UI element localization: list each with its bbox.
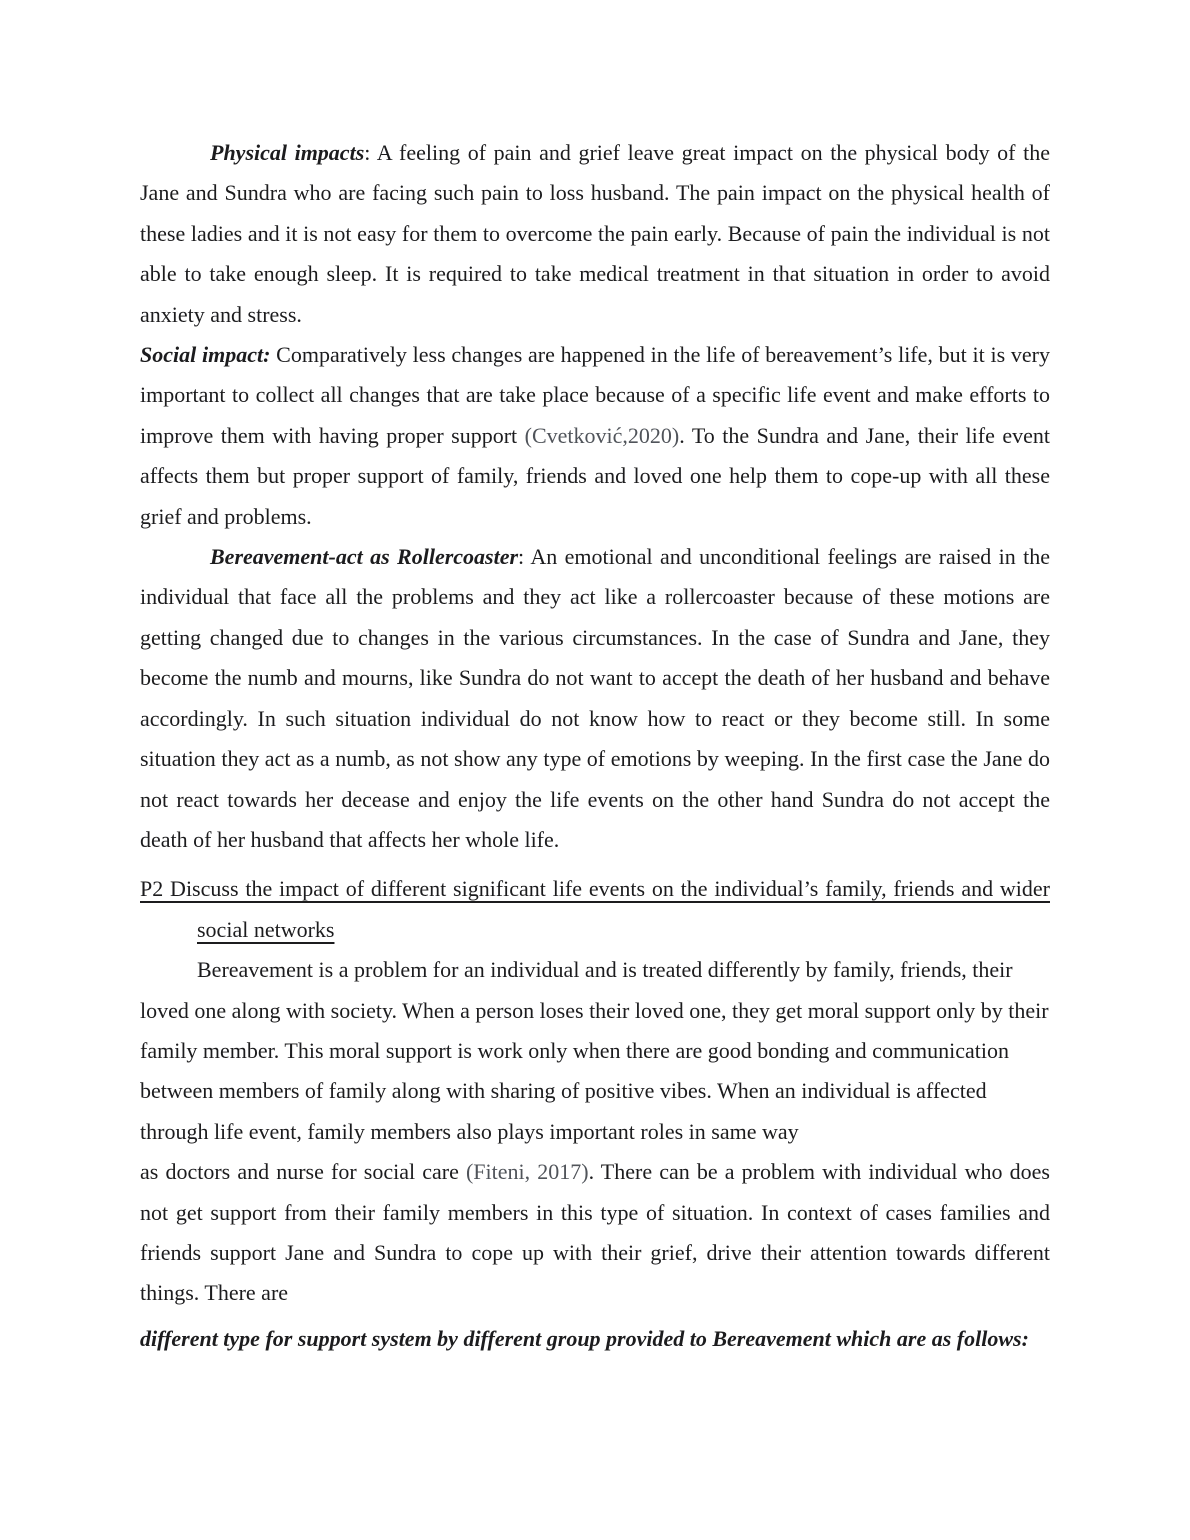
physical-impacts-lead: Physical impacts <box>210 140 365 165</box>
paragraph-bereavement-support-part2 <box>140 1152 1050 1314</box>
paragraph-physical-impacts <box>140 133 1050 335</box>
social-impact-text-post: . To the Sundra and Jane, their life event affects them but proper support of family, friends and loved one help them to cope-up with all these grief and problems. <box>140 422 1050 529</box>
social-impact-text-pre: Comparatively less changes are happened in the life of bereavement’s life, but it is very important to collect all changes that are take place because of a specific life event and make efforts to improve them with having proper support <box>140 342 1050 448</box>
paragraph-support-system-intro <box>140 1316 1050 1362</box>
citation-cvetkovic-2020: (Cvetković,2020) <box>524 422 680 448</box>
paragraph-bereavement-rollercoaster <box>140 537 1050 860</box>
bereavement-support-text-1: Bereavement is a problem for an individual and is treated differently by family, friends, their loved one along with society. When a person loses their loved one, they get moral support only by their family member. This moral support is work only when there are good bonding and communication between members of family along with sharing of positive vibes. When an individual is affected through life event, family members also plays important roles in same way <box>140 957 1049 1144</box>
bereavement-support-text-2-post: . There can be a problem with individual who does not get support from their family members in this type of situation. In context of cases families and friends support Jane and Sundra to cope up with their grief, drive their attention towards different things. There are <box>140 1159 1050 1306</box>
document-content <box>140 133 1050 1362</box>
bereavement-support-text-2-pre: as doctors and nurse for social care <box>140 1159 466 1185</box>
rollercoaster-text: : An emotional and unconditional feelings are raised in the individual that face all the problems and they act like a rollercoaster because of these motions are getting changed due to changes in the various circumstances. In the case of Sundra and Jane, they become the numb and mourns, like Sundra do not want to accept the death of her husband and behave accordingly. In such situation individual do not know how to react or they become still. In some situation they act as a numb, as not show any type of emotions by weeping. In the first case the Jane do not react towards her decease and enjoy the life events on the other hand Sundra do not accept the death of her husband that affects her whole life. <box>140 544 1050 852</box>
rollercoaster-lead: Bereavement-act as Rollercoaster <box>210 544 519 570</box>
section-heading-p2 <box>140 869 1050 950</box>
social-impact-lead: Social impact: <box>140 342 271 368</box>
support-system-intro-text: different type for support system by different group provided to Bereavement which are as follows: <box>140 1325 1029 1351</box>
physical-impacts-text: : A feeling of pain and grief leave great impact on the physical body of the Jane and Sundra who are facing such pain to loss husband. The pain impact on the physical health of these ladies and it is not easy for them to overcome the pain early. Because of pain the individual is not able to take enough sleep. It is required to take medical treatment in that situation in order to avoid anxiety and stress. <box>140 140 1050 327</box>
paragraph-bereavement-support-part1 <box>140 950 1050 1152</box>
section-heading-p2-text: P2 Discuss the impact of different significant life events on the individual’s family, friends and wider social networks <box>140 876 1050 942</box>
citation-fiteni-2017: (Fiteni, 2017) <box>465 1159 589 1185</box>
paragraph-social-impact <box>140 335 1050 537</box>
